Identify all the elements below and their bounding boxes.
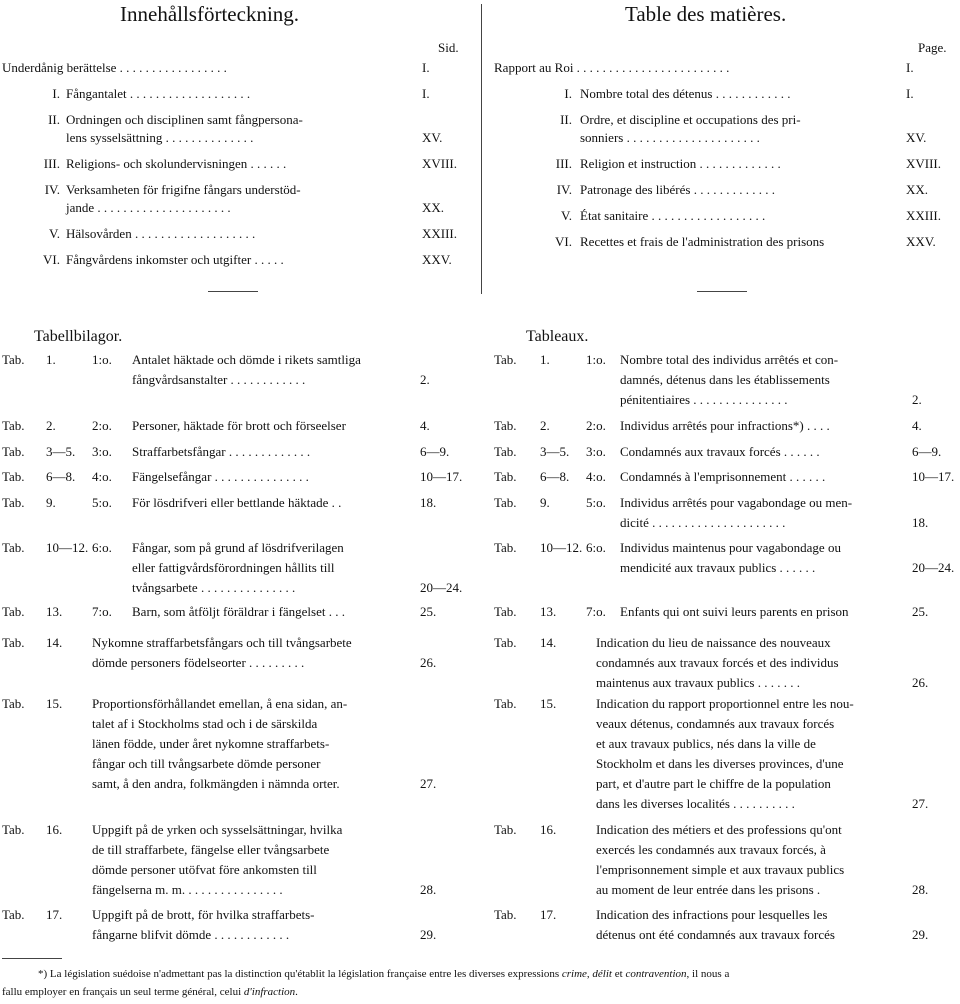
toc-item-text: État sanitaire . . . . . . . . . . . . . . . . . . <box>580 208 766 223</box>
tables-heading-sv: Tabellbilagor. <box>34 328 123 345</box>
footnote-text-6: . <box>295 986 298 998</box>
table-label: Tab. <box>2 907 25 922</box>
table-title-line: För lösdrifveri eller bettlande häktade . . <box>132 495 342 510</box>
table-number: 2. <box>540 418 550 433</box>
table-title-line: Individus arrêtés pour infractions*) . . . . <box>620 418 830 433</box>
toc-item-page: XXIII. <box>422 226 458 241</box>
table-page: 28. <box>420 882 437 897</box>
table-title-line: Stockholm et dans les diverses provinces, d'une <box>596 756 844 771</box>
toc-item-number: VI. <box>555 234 572 249</box>
toc-title-sv: Innehållsförteckning. <box>120 2 300 26</box>
table-label: Tab. <box>2 635 25 650</box>
table-title-line: tvångsarbete . . . . . . . . . . . . . . . <box>132 580 296 595</box>
table-title-line: Antalet häktade och dömde i rikets samtliga <box>132 352 361 367</box>
table-ordinal: 2:o. <box>92 418 112 433</box>
table-label: Tab. <box>2 469 25 484</box>
table-title-line: détenus ont été condamnés aux travaux forcés <box>596 927 835 942</box>
table-ordinal: 1:o. <box>586 352 606 367</box>
table-number: 17. <box>540 907 557 922</box>
toc-item-text: Recettes et frais de l'administration des prisons <box>580 234 825 249</box>
table-title-line: de till straffarbete, fängelse eller tvångsarbete <box>92 842 330 857</box>
footnote <box>38 968 729 980</box>
toc-col-label-sv: Sid. <box>438 40 459 55</box>
table-page: 25. <box>420 604 437 619</box>
toc-title-fr: Table des matières. <box>625 2 787 26</box>
table-title-line: Condamnés aux travaux forcés . . . . . . <box>620 444 820 459</box>
toc-item-text: Ordningen och disciplinen samt fångpersona- <box>66 112 303 127</box>
toc-item-page: XVIII. <box>906 156 942 171</box>
toc-item-page: XX. <box>422 200 445 215</box>
toc-item-text: Nombre total des détenus . . . . . . . . . . . . <box>580 86 791 101</box>
toc-item-number: V. <box>49 226 60 241</box>
table-label: Tab. <box>2 444 25 459</box>
tables-heading-fr: Tableaux. <box>526 328 589 345</box>
table-title-line: Proportionsförhållandet emellan, å ena sidan, an- <box>92 696 348 711</box>
toc-item-page: XVIII. <box>422 156 458 171</box>
table-ordinal: 1:o. <box>92 352 112 367</box>
toc-col-label-fr: Page. <box>918 40 947 55</box>
table-ordinal: 5:o. <box>92 495 112 510</box>
footnote-term-contravention: contravention <box>625 968 687 980</box>
table-label: Tab. <box>494 604 517 619</box>
table-ordinal: 4:o. <box>92 469 112 484</box>
table-page: 2. <box>420 372 430 387</box>
table-title-line: Nykomne straffarbetsfångars och till tvångsarbete <box>92 635 352 650</box>
toc-item-text: Religions- och skolundervisningen . . . . . . <box>66 156 287 171</box>
toc-item-text: Patronage des libérés . . . . . . . . . . . . . <box>580 182 775 197</box>
table-label: Tab. <box>494 444 517 459</box>
footnote-text-2: , <box>586 968 593 980</box>
table-page: 20—24. <box>420 580 463 595</box>
table-label: Tab. <box>494 418 517 433</box>
table-number: 3—5. <box>46 444 76 459</box>
table-title-line: eller fattigvårdsförordningen hållits till <box>132 560 335 575</box>
table-page: 4. <box>420 418 430 433</box>
table-page: 10—17. <box>420 469 463 484</box>
table-number: 9. <box>540 495 550 510</box>
toc-item-text: Ordre, et discipline et occupations des pri- <box>580 112 801 127</box>
table-title-line: Enfants qui ont suivi leurs parents en prison <box>620 604 849 619</box>
table-number: 14. <box>540 635 557 650</box>
table-ordinal: 7:o. <box>92 604 112 619</box>
table-label: Tab. <box>2 696 25 711</box>
toc-item-page: XV. <box>422 130 443 145</box>
footnote-term-infraction: d'infraction <box>243 986 296 998</box>
table-ordinal: 3:o. <box>586 444 606 459</box>
toc-item-text: jande . . . . . . . . . . . . . . . . . . . . . <box>66 200 231 215</box>
table-label: Tab. <box>2 352 25 367</box>
table-label: Tab. <box>494 635 517 650</box>
table-label: Tab. <box>494 352 517 367</box>
table-title-line: pénitentiaires . . . . . . . . . . . . . . . <box>620 392 788 407</box>
toc-item-text: Fångvårdens inkomster och utgifter . . . . . <box>66 252 284 267</box>
table-title-line: dömde personers födelseorter . . . . . . . . . <box>92 655 305 670</box>
table-number: 6—8. <box>540 469 570 484</box>
toc-item-page: I. <box>422 60 430 75</box>
footnote-term-delit: délit <box>592 968 612 980</box>
table-title-line: mendicité aux travaux publics . . . . . . <box>620 560 816 575</box>
table-number: 6—8. <box>46 469 76 484</box>
toc-item-page: I. <box>906 60 914 75</box>
table-page: 27. <box>912 796 929 811</box>
table-number: 16. <box>540 822 557 837</box>
table-title-line: au moment de leur entrée dans les prisons . <box>596 882 821 897</box>
table-title-line: maintenus aux travaux publics . . . . . . . <box>596 675 800 690</box>
toc-item-number: III. <box>555 156 572 171</box>
table-ordinal: 3:o. <box>92 444 112 459</box>
table-title-line: Nombre total des individus arrêtés et con- <box>620 352 839 367</box>
table-title-line: Uppgift på de yrken och sysselsättningar, hvilka <box>92 822 343 837</box>
table-number: 14. <box>46 635 63 650</box>
footnote-text-3: et <box>611 968 626 980</box>
footnote-line-2 <box>2 986 298 998</box>
footnote-text-1: *) La législation suédoise n'admettant pas la distinction qu'établit la législation française entre les diverses expressions <box>38 968 562 980</box>
table-number: 1. <box>540 352 550 367</box>
table-label: Tab. <box>494 469 517 484</box>
table-title-line: Fångar, som på grund af lösdrifverilagen <box>132 540 344 555</box>
table-page: 26. <box>912 675 929 690</box>
table-title-line: Indication des infractions pour lesquelles les <box>596 907 828 922</box>
table-title-line: fångar och till tvångsarbete dömde personer <box>92 756 321 771</box>
table-label: Tab. <box>2 418 25 433</box>
table-page: 27. <box>420 776 437 791</box>
table-number: 10—12. <box>540 540 583 555</box>
footnote-text-5: fallu employer en français un seul terme général, celui <box>2 986 244 998</box>
table-number: 16. <box>46 822 63 837</box>
toc-item-text: Hälsovården . . . . . . . . . . . . . . . . . . . <box>66 226 256 241</box>
table-page: 26. <box>420 655 437 670</box>
table-page: 4. <box>912 418 922 433</box>
table-page: 18. <box>912 515 929 530</box>
toc-item-text: lens sysselsättning . . . . . . . . . . . . . . <box>66 130 254 145</box>
table-title-line: talet af i Stockholms stad och i de särskilda <box>92 716 318 731</box>
table-page: 10—17. <box>912 469 955 484</box>
toc-item-number: I. <box>564 86 572 101</box>
table-ordinal: 5:o. <box>586 495 606 510</box>
table-ordinal: 2:o. <box>586 418 606 433</box>
table-page: 6—9. <box>912 444 942 459</box>
toc-item-number: IV. <box>44 182 60 197</box>
table-number: 13. <box>540 604 557 619</box>
table-label: Tab. <box>494 696 517 711</box>
table-ordinal: 6:o. <box>586 540 606 555</box>
table-ordinal: 4:o. <box>586 469 606 484</box>
toc-item-page: I. <box>906 86 914 101</box>
footnote-rule <box>2 958 62 959</box>
table-number: 9. <box>46 495 56 510</box>
toc-item-text: sonniers . . . . . . . . . . . . . . . . . . . . . <box>580 130 760 145</box>
table-title-line: fängelserna m. m. . . . . . . . . . . . . . . . <box>92 882 283 897</box>
table-title-line: fångarne blifvit dömde . . . . . . . . . . . . <box>92 927 290 942</box>
toc-item-text: Verksamheten för frigifne fångars understöd- <box>66 182 301 197</box>
table-number: 3—5. <box>540 444 570 459</box>
toc-item-number: III. <box>43 156 60 171</box>
table-title-line: Condamnés à l'emprisonnement . . . . . . <box>620 469 826 484</box>
table-number: 17. <box>46 907 63 922</box>
table-page: 29. <box>912 927 929 942</box>
footnote-text-4: , il nous a <box>686 968 730 980</box>
table-number: 1. <box>46 352 56 367</box>
table-title-line: dömde personer utöfvat före ankomsten till <box>92 862 317 877</box>
table-ordinal: 6:o. <box>92 540 112 555</box>
column-divider <box>481 4 482 294</box>
table-number: 15. <box>540 696 557 711</box>
table-title-line: Fängelsefångar . . . . . . . . . . . . . . . <box>132 469 309 484</box>
table-label: Tab. <box>494 495 517 510</box>
toc-item-page: XXV. <box>906 234 936 249</box>
table-title-line: condamnés aux travaux forcés et des individus <box>596 655 839 670</box>
table-number: 13. <box>46 604 63 619</box>
toc-item-number: IV. <box>556 182 572 197</box>
table-page: 2. <box>912 392 922 407</box>
divider-short-right <box>697 291 747 292</box>
table-title-line: Personer, häktade för brott och förseelser <box>132 418 346 433</box>
table-label: Tab. <box>494 907 517 922</box>
toc-item-page: XXV. <box>422 252 452 267</box>
table-title-line: Indication du rapport proportionnel entre les nou- <box>596 696 854 711</box>
table-ordinal: 7:o. <box>586 604 606 619</box>
footnote-term-crime: crime <box>561 968 587 980</box>
table-page: 28. <box>912 882 929 897</box>
toc-item-text: Fångantalet . . . . . . . . . . . . . . . . . . . <box>66 86 251 101</box>
toc-item-text: Religion et instruction . . . . . . . . . . . . . <box>580 156 781 171</box>
table-title-line: samt, å den andra, folkmängden i nämnda orter. <box>92 776 340 791</box>
table-label: Tab. <box>2 604 25 619</box>
table-title-line: dicité . . . . . . . . . . . . . . . . . . . . . <box>620 515 786 530</box>
table-title-line: fångvårdsanstalter . . . . . . . . . . . . <box>132 372 306 387</box>
toc-item-page: XX. <box>906 182 929 197</box>
table-title-line: exercés les condamnés aux travaux forcés, à <box>596 842 826 857</box>
table-page: 29. <box>420 927 437 942</box>
table-title-line: Indication du lieu de naissance des nouveaux <box>596 635 831 650</box>
table-label: Tab. <box>494 822 517 837</box>
table-title-line: veaux détenus, condamnés aux travaux forcés <box>596 716 835 731</box>
table-title-line: länen födde, under året nykomne straffarbets- <box>92 736 330 751</box>
table-page: 20—24. <box>912 560 955 575</box>
table-number: 15. <box>46 696 63 711</box>
table-page: 6—9. <box>420 444 450 459</box>
toc-item-page: XV. <box>906 130 927 145</box>
divider-short-left <box>208 291 258 292</box>
table-number: 10—12. <box>46 540 89 555</box>
toc-item-page: XXIII. <box>906 208 942 223</box>
table-title-line: part, et d'autre part le chiffre de la population <box>596 776 831 791</box>
table-label: Tab. <box>494 540 517 555</box>
table-title-line: Individus arrêtés pour vagabondage ou men- <box>620 495 853 510</box>
toc-item-number: II. <box>48 112 60 127</box>
toc-item-number: II. <box>560 112 572 127</box>
table-title-line: et aux travaux publics, nés dans la ville de <box>596 736 816 751</box>
table-title-line: damnés, détenus dans les établissements <box>620 372 830 387</box>
table-page: 18. <box>420 495 437 510</box>
table-title-line: Barn, som åtföljt föräldrar i fängelset . . . <box>132 604 345 619</box>
toc-item-number: V. <box>561 208 572 223</box>
table-number: 2. <box>46 418 56 433</box>
toc-item-text: Rapport au Roi . . . . . . . . . . . . . . . . . . . . . . . . <box>494 60 730 75</box>
table-label: Tab. <box>2 495 25 510</box>
table-label: Tab. <box>2 822 25 837</box>
table-title-line: Uppgift på de brott, för hvilka straffarbets- <box>92 907 315 922</box>
toc-item-page: I. <box>422 86 430 101</box>
table-title-line: Straffarbetsfångar . . . . . . . . . . . . . <box>132 444 311 459</box>
table-page: 25. <box>912 604 929 619</box>
table-label: Tab. <box>2 540 25 555</box>
toc-item-number: VI. <box>43 252 60 267</box>
table-title-line: dans les diverses localités . . . . . . . . . . <box>596 796 795 811</box>
table-title-line: Indication des métiers et des professions qu'ont <box>596 822 842 837</box>
table-title-line: l'emprisonnement simple et aux travaux publics <box>596 862 845 877</box>
toc-item-number: I. <box>52 86 60 101</box>
toc-item-text: Underdånig berättelse . . . . . . . . . . . . . . . . . <box>2 60 227 75</box>
table-title-line: Individus maintenus pour vagabondage ou <box>620 540 841 555</box>
